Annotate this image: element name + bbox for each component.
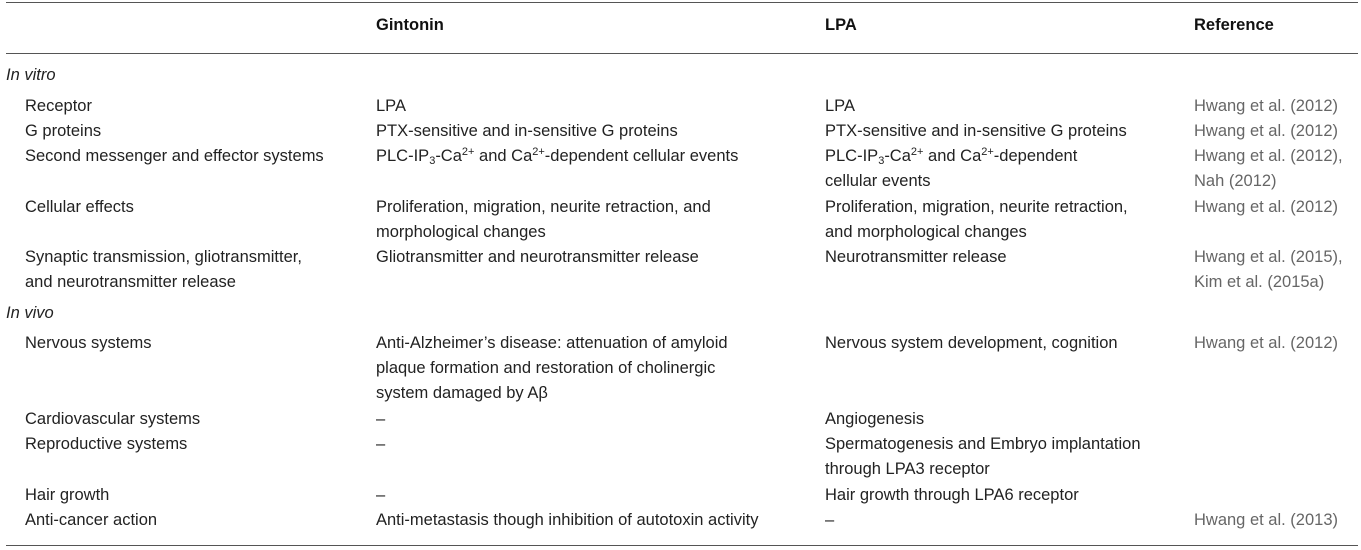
cell-gintonin-synaptic: Gliotransmitter and neurotransmitter release [376, 248, 699, 266]
row-label-receptor: Receptor [25, 97, 92, 115]
cell-gintonin-cardiovascular: – [376, 410, 386, 428]
cell-lpa-reproductive-line2: through LPA3 receptor [825, 460, 990, 478]
cell-ref-cellular-effects: Hwang et al. (2012) [1194, 198, 1338, 216]
cell-gintonin-nervous-line3: system damaged by Aβ [376, 384, 548, 402]
row-label-synaptic-line1: Synaptic transmission, gliotransmitter, [25, 248, 302, 266]
cell-gintonin-nervous-line2: plaque formation and restoration of cholinergic [376, 359, 716, 377]
cell-gintonin-cellular-effects-line2: morphological changes [376, 223, 546, 241]
row-label-anticancer: Anti-cancer action [25, 511, 158, 529]
column-header-reference: Reference [1194, 16, 1274, 34]
cell-gintonin-anticancer: Anti-metastasis though inhibition of autotoxin activity [376, 511, 759, 529]
cell-ref-anticancer: Hwang et al. (2013) [1194, 511, 1338, 529]
row-label-second-messenger: Second messenger and effector systems [25, 147, 324, 165]
cell-lpa-synaptic: Neurotransmitter release [825, 248, 1007, 266]
cell-gintonin-hair: – [376, 486, 386, 504]
cell-lpa-cardiovascular: Angiogenesis [825, 410, 925, 428]
cell-ref-synaptic-line1: Hwang et al. (2015), [1194, 248, 1343, 266]
cell-lpa-anticancer: – [825, 511, 835, 529]
cell-gintonin-nervous-line1: Anti-Alzheimer’s disease: attenuation of amyloid [376, 334, 728, 352]
cell-lpa-reproductive-line1: Spermatogenesis and Embryo implantation [825, 435, 1141, 453]
section-in-vivo: In vivo [6, 304, 54, 322]
section-in-vitro: In vitro [6, 66, 56, 84]
cell-gintonin-cellular-effects-line1: Proliferation, migration, neurite retraction, and [376, 198, 711, 216]
table-bottom-rule [6, 545, 1358, 546]
row-label-cellular-effects: Cellular effects [25, 198, 134, 216]
cell-ref-second-messenger-line2: Nah (2012) [1194, 172, 1277, 190]
cell-lpa-receptor: LPA [825, 97, 855, 115]
cell-ref-g-proteins: Hwang et al. (2012) [1194, 122, 1338, 140]
cell-lpa-second-messenger-line2: cellular events [825, 172, 931, 190]
column-header-lpa: LPA [825, 16, 857, 34]
cell-lpa-hair: Hair growth through LPA6 receptor [825, 486, 1079, 504]
cell-gintonin-second-messenger: PLC-$IP_3-Ca^{2+}$ and $Ca^{2+}$-dependent cellular events [376, 146, 739, 167]
row-label-g-proteins: G proteins [25, 122, 102, 140]
cell-gintonin-receptor: LPA [376, 97, 406, 115]
cell-ref-synaptic-line2: Kim et al. (2015a) [1194, 273, 1325, 291]
header-rule [6, 53, 1358, 54]
cell-ref-second-messenger-line1: Hwang et al. (2012), [1194, 147, 1343, 165]
cell-lpa-second-messenger: PLC-$IP_3-Ca^{2+}$ and $Ca^{2+}$-dependent [825, 146, 1078, 167]
row-label-nervous: Nervous systems [25, 334, 152, 352]
cell-lpa-cellular-effects-line2: and morphological changes [825, 223, 1027, 241]
cell-ref-receptor: Hwang et al. (2012) [1194, 97, 1338, 115]
row-label-cardiovascular: Cardiovascular systems [25, 410, 201, 428]
cell-lpa-cellular-effects-line1: Proliferation, migration, neurite retraction, [825, 198, 1128, 216]
cell-lpa-g-proteins: PTX-sensitive and in-sensitive G proteins [825, 122, 1127, 140]
row-label-hair: Hair growth [25, 486, 110, 504]
cell-gintonin-g-proteins: PTX-sensitive and in-sensitive G proteins [376, 122, 678, 140]
row-label-reproductive: Reproductive systems [25, 435, 188, 453]
row-label-synaptic-line2: and neurotransmitter release [25, 273, 236, 291]
cell-ref-nervous: Hwang et al. (2012) [1194, 334, 1338, 352]
cell-gintonin-reproductive: – [376, 435, 386, 453]
column-header-gintonin: Gintonin [376, 16, 444, 34]
cell-lpa-nervous: Nervous system development, cognition [825, 334, 1118, 352]
table-top-rule [6, 2, 1358, 3]
